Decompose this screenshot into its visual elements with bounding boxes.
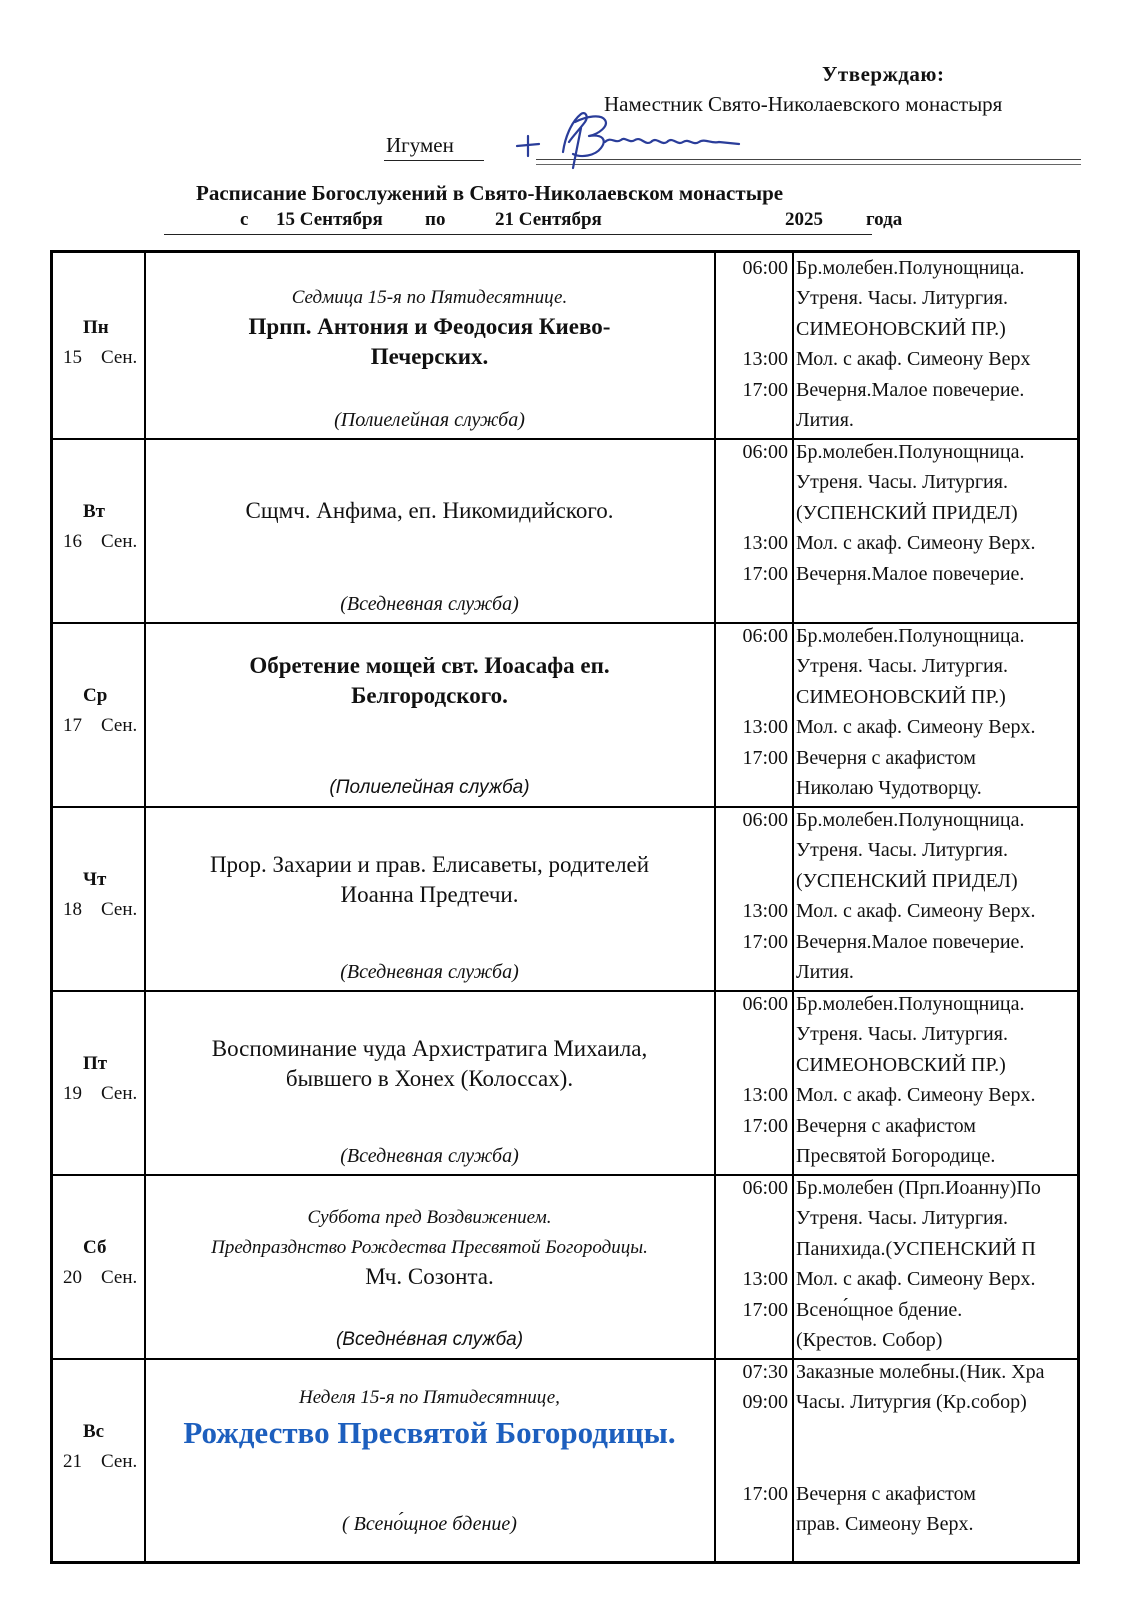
- service-line: Панихида.(УСПЕНСКИЙ П: [796, 1238, 1036, 1260]
- day-of-week: Пн: [83, 317, 109, 338]
- period-year-word: года: [866, 209, 903, 230]
- service-line: (УСПЕНСКИЙ ПРИДЕЛ): [796, 502, 1018, 524]
- service-line: Мол. с акаф. Симеону Верх: [796, 348, 1031, 370]
- service-rank: (Вседневная служба): [340, 961, 519, 983]
- times-cell: [716, 805, 792, 990]
- service-line: Часы. Литургия (Кр.собор): [796, 1391, 1027, 1413]
- day-number: 21: [63, 1451, 82, 1472]
- service-line: (Крестов. Собор): [796, 1329, 943, 1351]
- handwritten-signature: [515, 108, 745, 172]
- day-month: Сен.: [101, 1083, 138, 1104]
- day-number: 19: [63, 1083, 82, 1104]
- feast-cell: [147, 1357, 712, 1561]
- feast-title: Обретение мощей свт. Иоасафа еп.: [249, 653, 610, 678]
- day-row-thursday: [53, 805, 1077, 992]
- service-line: СИМЕОНОВСКИЙ ПР.): [796, 318, 1006, 340]
- hegumen-label: Игумен: [386, 133, 454, 157]
- times-cell: [716, 437, 792, 622]
- service-time: 13:00: [742, 716, 788, 738]
- feast-cell: [147, 989, 712, 1174]
- service-line: Вечерня с акафистом: [796, 1115, 976, 1137]
- service-time: 06:00: [742, 441, 788, 463]
- service-time: 06:00: [742, 1177, 788, 1199]
- period-year: 2025: [785, 209, 823, 230]
- service-time: 13:00: [742, 1268, 788, 1290]
- day-of-week: Сб: [83, 1237, 107, 1258]
- service-line: Николаю Чудотворцу.: [796, 777, 982, 799]
- feast-title: бывшего в Хонех (Колоссах).: [285, 1066, 574, 1091]
- service-line: Заказные молебны.(Ник. Хра: [796, 1361, 1045, 1383]
- day-of-week: Ср: [83, 685, 108, 706]
- service-line: Бр.молебен (Прп.Иоанну)По: [796, 1177, 1041, 1199]
- day-of-week: Вт: [83, 501, 106, 522]
- service-time: 13:00: [742, 348, 788, 370]
- schedule-table: [50, 250, 1080, 1564]
- service-rank: (Вседневная служба): [340, 1145, 519, 1167]
- service-line: СИМЕОНОВСКИЙ ПР.): [796, 686, 1006, 708]
- service-time: 06:00: [742, 257, 788, 279]
- feast-title: Прор. Захарии и прав. Елисаветы, родителей: [209, 852, 650, 877]
- service-line: Утреня. Часы. Литургия.: [796, 839, 1008, 861]
- service-rank: (Вседневная служба): [340, 593, 519, 615]
- feast-preface: Неделя 15-я по Пятидесятнице,: [299, 1387, 560, 1408]
- feast-cell: [147, 437, 712, 622]
- abbot-title: Наместник Свято-Николаевского монастыря: [604, 92, 1003, 116]
- service-line: Вечерня с акафистом: [796, 747, 976, 769]
- services-cell: [794, 989, 1077, 1174]
- service-line: Мол. с акаф. Симеону Верх.: [796, 532, 1036, 554]
- day-number: 17: [63, 715, 82, 736]
- day-month: Сен.: [101, 1267, 138, 1288]
- times-cell: [716, 1173, 792, 1358]
- service-line: Утреня. Часы. Литургия.: [796, 287, 1008, 309]
- service-line: Мол. с акаф. Симеону Верх.: [796, 1084, 1036, 1106]
- day-month: Сен.: [101, 715, 138, 736]
- service-time: 13:00: [742, 1084, 788, 1106]
- service-time: 06:00: [742, 993, 788, 1015]
- period-from-date: 15 Сентября: [276, 209, 383, 230]
- service-line: Бр.молебен.Полунощница.: [796, 441, 1025, 463]
- day-month: Сен.: [101, 1451, 138, 1472]
- service-line: Утреня. Часы. Литургия.: [796, 1023, 1008, 1045]
- service-time: 17:00: [742, 379, 788, 401]
- feast-title: Мч. Созонта.: [365, 1264, 494, 1289]
- hegumen-underline: [384, 160, 484, 161]
- service-line: Мол. с акаф. Симеону Верх.: [796, 900, 1036, 922]
- service-time: 17:00: [742, 747, 788, 769]
- times-cell: [716, 989, 792, 1174]
- service-time: 07:30: [742, 1361, 788, 1383]
- service-line: Бр.молебен.Полунощница.: [796, 809, 1025, 831]
- period-to-word: по: [425, 209, 446, 230]
- service-time: 06:00: [742, 625, 788, 647]
- service-line: Мол. с акаф. Симеону Верх.: [796, 1268, 1036, 1290]
- service-time: 17:00: [742, 1299, 788, 1321]
- services-cell: [794, 437, 1077, 622]
- feast-title: Печерских.: [370, 344, 489, 369]
- service-line: (УСПЕНСКИЙ ПРИДЕЛ): [796, 870, 1018, 892]
- times-cell: [716, 621, 792, 806]
- day-row-sunday: [53, 1357, 1077, 1561]
- day-month: Сен.: [101, 531, 138, 552]
- feast-preface: Предпразднство Рождества Пресвятой Богородицы.: [211, 1237, 648, 1258]
- approval-heading: Утверждаю:: [822, 62, 945, 86]
- day-row-monday: [53, 253, 1077, 440]
- service-line: СИМЕОНОВСКИЙ ПР.): [796, 1054, 1006, 1076]
- service-line: Вечерня.Малое повечерие.: [796, 563, 1025, 585]
- feast-cell: [147, 253, 712, 438]
- feast-title: Сщмч. Анфима, еп. Никомидийского.: [245, 498, 614, 523]
- times-cell: [716, 253, 792, 438]
- service-line: прав. Симеону Верх.: [796, 1513, 974, 1535]
- day-of-week: Пт: [83, 1053, 108, 1074]
- feast-title: Воспоминание чуда Архистратига Михаила,: [211, 1036, 648, 1061]
- service-rank: (Полиелейная служба): [329, 777, 530, 798]
- service-line: Утреня. Часы. Литургия.: [796, 471, 1008, 493]
- services-cell: [794, 1357, 1077, 1561]
- period-to-date: 21 Сентября: [495, 209, 602, 230]
- feast-title: Белгородского.: [351, 683, 508, 708]
- services-cell: [794, 621, 1077, 806]
- feast-cell: [147, 805, 712, 990]
- feast-title: Рождество Пресвятой Богородицы.: [183, 1415, 676, 1450]
- service-time: 17:00: [742, 563, 788, 585]
- day-number: 15: [63, 347, 82, 368]
- service-rank: (Полиелейная служба): [334, 409, 525, 431]
- service-line: Вечерня с акафистом: [796, 1483, 976, 1505]
- service-rank: (Вседне́вная служба): [335, 1329, 524, 1350]
- service-line: Всено́щное бдение.: [796, 1299, 963, 1321]
- schedule-title: Расписание Богослужений в Свято-Николаевском монастыре: [196, 181, 784, 205]
- day-row-wednesday: [53, 621, 1077, 808]
- services-cell: [794, 805, 1077, 990]
- service-line: Мол. с акаф. Симеону Верх.: [796, 716, 1036, 738]
- service-time: 06:00: [742, 809, 788, 831]
- service-line: Бр.молебен.Полунощница.: [796, 625, 1025, 647]
- day-number: 18: [63, 899, 82, 920]
- service-time: 13:00: [742, 900, 788, 922]
- period-underline: [164, 234, 872, 235]
- times-cell: [716, 1357, 792, 1561]
- feast-title: Прпп. Антония и Феодосия Киево-: [248, 314, 611, 339]
- day-month: Сен.: [101, 347, 138, 368]
- day-month: Сен.: [101, 899, 138, 920]
- service-line: Лития.: [796, 961, 854, 983]
- service-time: 17:00: [742, 1483, 788, 1505]
- day-row-saturday: [53, 1173, 1077, 1360]
- period-from-word: с: [240, 209, 249, 230]
- services-cell: [794, 253, 1077, 438]
- service-line: Бр.молебен.Полунощница.: [796, 257, 1025, 279]
- service-time: 17:00: [742, 931, 788, 953]
- services-cell: [794, 1173, 1077, 1358]
- service-time: 17:00: [742, 1115, 788, 1137]
- feast-preface: Седмица 15-я по Пятидесятнице.: [291, 287, 568, 308]
- service-line: Вечерня.Малое повечерие.: [796, 379, 1025, 401]
- day-of-week: Чт: [83, 869, 107, 890]
- day-number: 16: [63, 531, 82, 552]
- service-line: Вечерня.Малое повечерие.: [796, 931, 1025, 953]
- day-of-week: Вс: [83, 1421, 105, 1442]
- day-row-tuesday: [53, 437, 1077, 624]
- service-rank: ( Всено́щное бдение): [342, 1513, 517, 1535]
- service-line: Утреня. Часы. Литургия.: [796, 655, 1008, 677]
- service-time: 09:00: [742, 1391, 788, 1413]
- service-line: Пресвятой Богородице.: [796, 1145, 996, 1167]
- service-time: 13:00: [742, 532, 788, 554]
- feast-title: Иоанна Предтечи.: [340, 882, 519, 907]
- feast-cell: [147, 621, 712, 806]
- feast-preface: Суббота пред Воздвижением.: [307, 1207, 552, 1228]
- service-line: Утреня. Часы. Литургия.: [796, 1207, 1008, 1229]
- service-line: Бр.молебен.Полунощница.: [796, 993, 1025, 1015]
- day-number: 20: [63, 1267, 82, 1288]
- feast-cell: [147, 1173, 712, 1358]
- day-row-friday: [53, 989, 1077, 1176]
- service-line: Лития.: [796, 409, 854, 431]
